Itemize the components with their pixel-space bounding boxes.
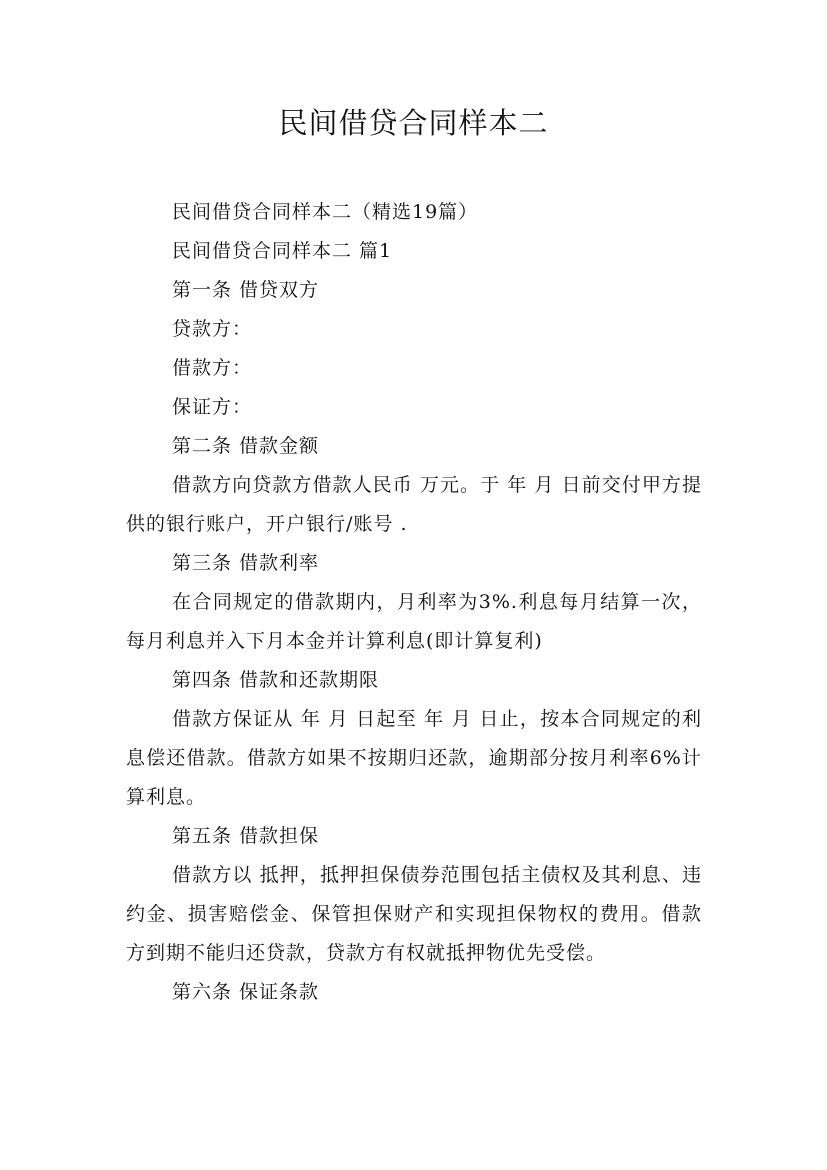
article-5-heading: 第五条 借款担保 — [172, 825, 320, 847]
article-4-text: 借款方保证从 年 月 日起至 年 月 日止，按本合同规定的利息偿还借款。借款方如果不按期归还款，逾期部分按月利率6%计算利息。 — [126, 708, 702, 808]
lender-line: 贷款方： — [172, 318, 253, 340]
borrower-line: 借款方： — [172, 357, 253, 379]
document-title: 民间借贷合同样本二 — [278, 106, 549, 140]
article-2-heading: 第二条 借款金额 — [172, 435, 320, 457]
article-2-text: 借款方向贷款方借款人民币 万元。于 年 月 日前交付甲方提供的银行账户，开户银行/账号 . — [126, 474, 702, 535]
article-1-heading: 第一条 借贷双方 — [172, 279, 320, 301]
article-6-heading: 第六条 保证条款 — [172, 981, 320, 1003]
article-3-heading: 第三条 借款利率 — [172, 552, 320, 574]
article-4-heading: 第四条 借款和还款期限 — [172, 669, 380, 691]
article-5-text: 借款方以 抵押，抵押担保债券范围包括主债权及其利息、违约金、损害赔偿金、保管担保财产和实现担保物权的费用。借款方到期不能归还贷款，贷款方有权就抵押物优先受偿。 — [126, 864, 702, 964]
document-body — [126, 193, 702, 1012]
guarantor-line: 保证方： — [172, 396, 253, 418]
paragraph-subtitle: 民间借贷合同样本二（精选19篇） — [172, 201, 479, 223]
article-3-text: 在合同规定的借款期内，月利率为3%.利息每月结算一次，每月利息并入下月本金并计算利息(即计算复利) — [126, 591, 702, 652]
paragraph-section-heading: 民间借贷合同样本二 篇1 — [172, 240, 393, 262]
